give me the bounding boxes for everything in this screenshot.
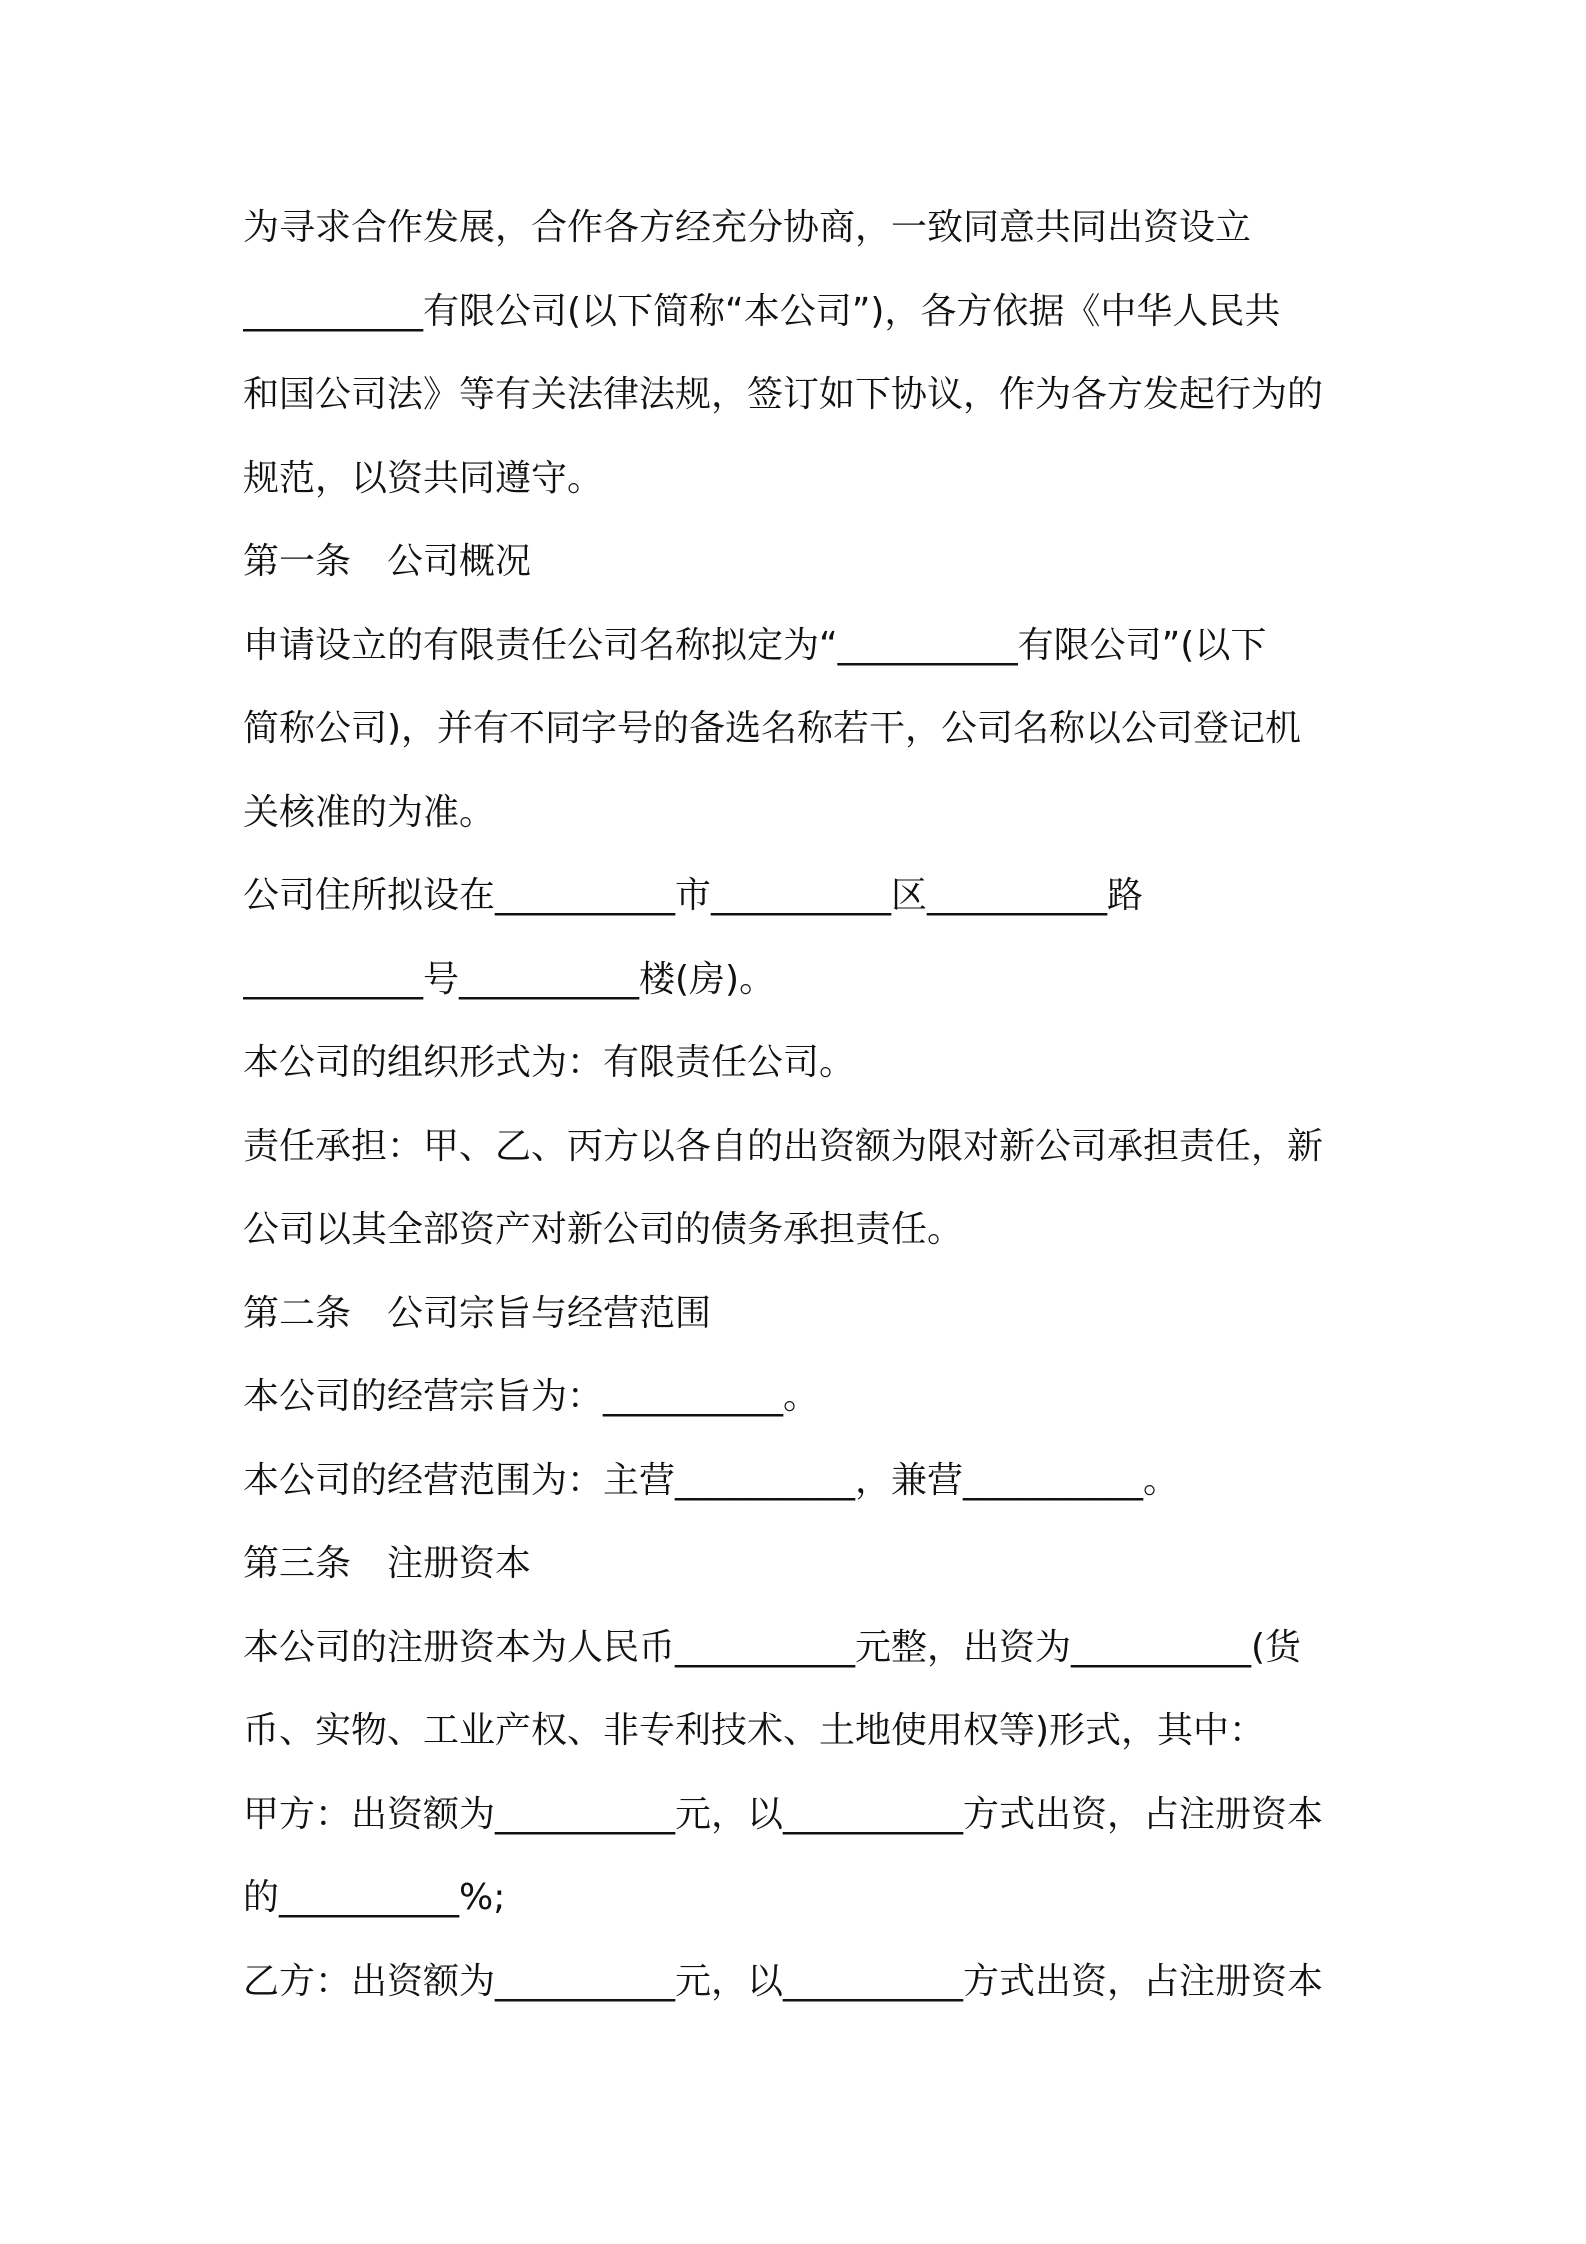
- text-line: 为寻求合作发展，合作各方经充分协商，一致同意共同出资设立: [243, 207, 1252, 248]
- section-heading-2: 第二条 公司宗旨与经营范围: [243, 1292, 712, 1334]
- text-line: 规范，以资共同遵守。: [243, 457, 604, 499]
- section-heading-1: 第一条 公司概况: [243, 541, 532, 582]
- text-line: 本公司的组织形式为：有限责任公司。: [243, 1042, 856, 1083]
- text-line: 和国公司法》等有关法律法规，签订如下协议，作为各方发起行为的: [243, 374, 1324, 415]
- text-line: 本公司的经营范围为：主营__________，兼营__________。: [243, 1459, 1180, 1501]
- document-body: [243, 196, 1363, 2033]
- text-line: 公司以其全部资产对新公司的债务承担责任。: [243, 1209, 964, 1250]
- text-line: 申请设立的有限责任公司名称拟定为“__________有限公司”(以下: [243, 624, 1267, 666]
- text-line: 本公司的经营宗旨为：__________。: [243, 1376, 820, 1417]
- text-line: 币、实物、工业产权、非专利技术、土地使用权等)形式，其中：: [243, 1710, 1266, 1751]
- text-line: 本公司的注册资本为人民币__________元整，出资为__________(货: [243, 1626, 1302, 1668]
- section-heading-3: 第三条 注册资本: [243, 1543, 532, 1584]
- text-line: 公司住所拟设在__________市__________区__________路: [243, 875, 1144, 916]
- text-line: 关核准的为准。: [243, 791, 496, 833]
- text-line: 甲方：出资额为__________元，以__________方式出资，占注册资本: [243, 1793, 1324, 1835]
- text-line: 的__________%;: [243, 1877, 506, 1918]
- text-line: __________有限公司(以下简称“本公司”)，各方依据《中华人民共: [243, 290, 1281, 332]
- text-line: 乙方：出资额为__________元，以__________方式出资，占注册资本: [243, 1960, 1324, 2002]
- text-line: 责任承担：甲、乙、丙方以各自的出资额为限对新公司承担责任，新: [243, 1125, 1324, 1167]
- text-line: 简称公司)，并有不同字号的备选名称若干，公司名称以公司登记机: [243, 708, 1302, 749]
- text-line: __________号__________楼(房)。: [243, 958, 776, 1000]
